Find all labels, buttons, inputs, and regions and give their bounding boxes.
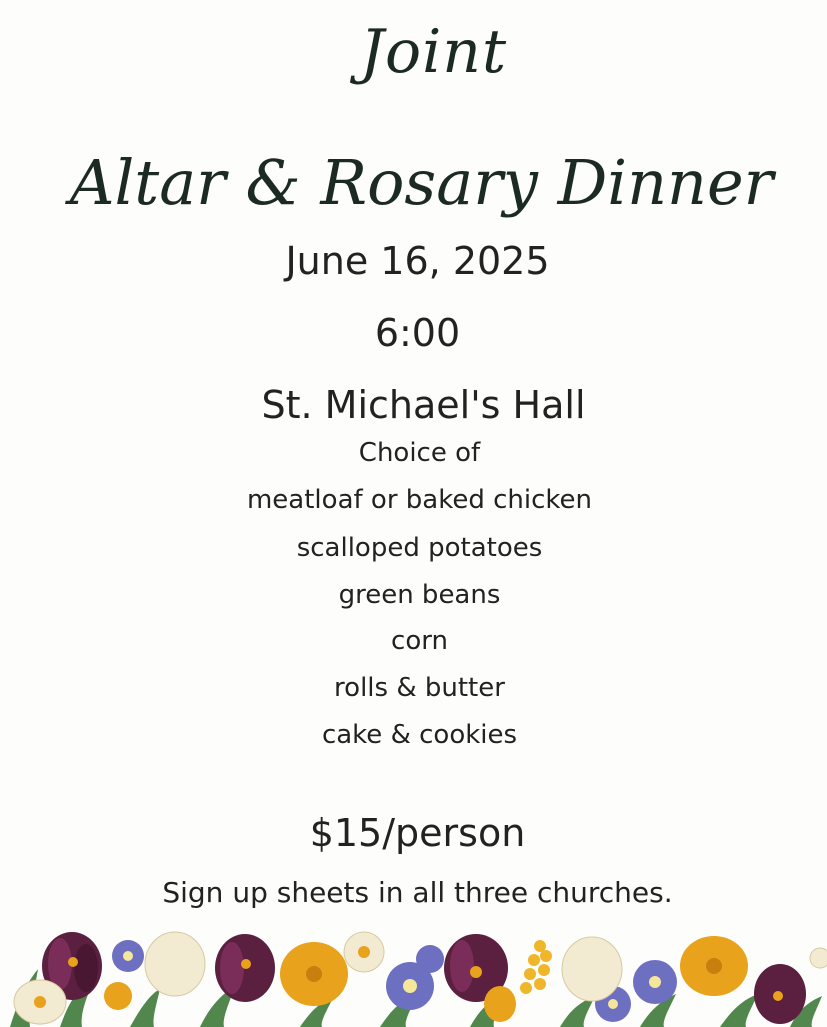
event-date: June 16, 2025 (285, 239, 550, 283)
menu-item: meatloaf or baked chicken (246, 485, 593, 515)
event-location: St. Michael's Hall (261, 383, 586, 427)
menu-item: corn (391, 626, 448, 656)
heading-title: Altar & Rosary Dinner (69, 146, 774, 219)
event-time: 6:00 (374, 311, 461, 355)
heading-joint: Joint (359, 17, 508, 87)
signup-note: Sign up sheets in all three churches. (162, 876, 673, 909)
price: $15/person (309, 811, 526, 855)
menu-item: cake & cookies (321, 720, 518, 750)
menu-item: green beans (338, 580, 501, 610)
menu-item: scalloped potatoes (296, 533, 543, 563)
menu-item: Choice of (358, 438, 481, 468)
flower-border-illustration (0, 924, 827, 1027)
menu-item: rolls & butter (334, 673, 505, 703)
